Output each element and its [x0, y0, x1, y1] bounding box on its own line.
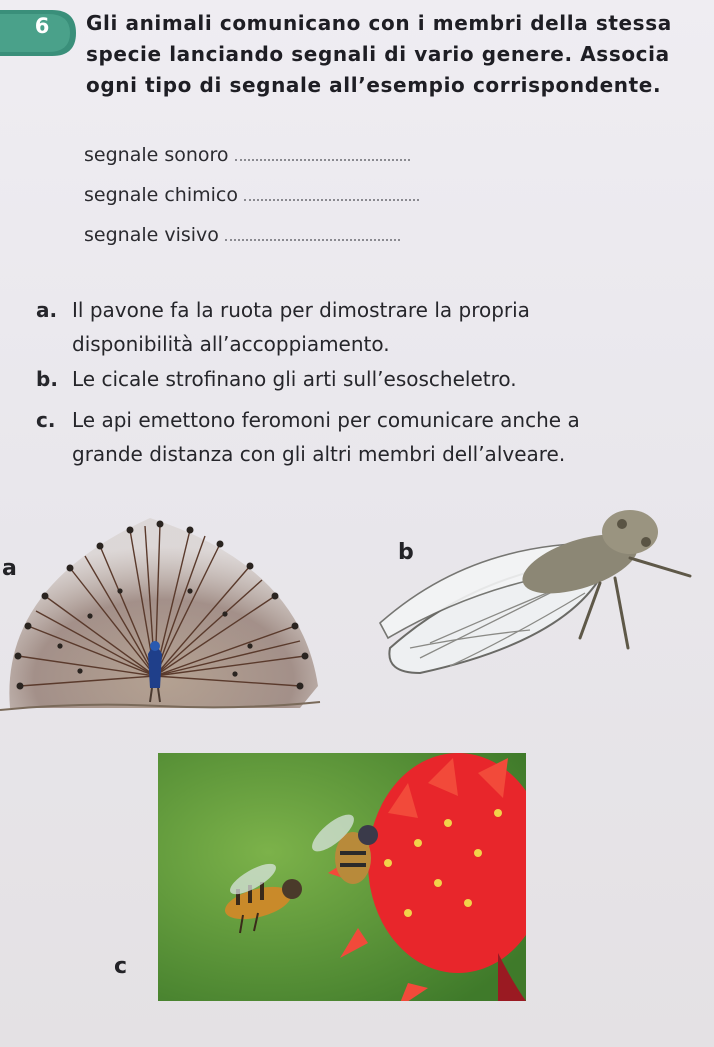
- answer-blank[interactable]: [244, 185, 419, 201]
- picture-label-a: a: [2, 556, 17, 581]
- item-letter: a.: [36, 298, 58, 322]
- peacock-illustration: [0, 496, 330, 720]
- picture-label-c: c: [114, 954, 128, 979]
- exercise-instructions: Gli animali comunicano con i membri della stessa specie lanciando segnali di vario genere. Associa ogni tipo di segnale all’esempio corrispondente.: [86, 11, 672, 97]
- signal-label: segnale chimico: [84, 184, 238, 206]
- picture-label-b: b: [398, 540, 414, 565]
- item-text-line1: Il pavone fa la ruota per dimostrare la propria: [72, 298, 530, 322]
- bees-flower-photo: [158, 753, 526, 1001]
- answer-blank[interactable]: [235, 145, 410, 161]
- cicada-illustration: [360, 498, 710, 688]
- exercise-number-badge: [0, 4, 80, 62]
- exercise-number: 6: [34, 14, 50, 38]
- example-item-c: [36, 403, 706, 471]
- signal-row-sound: [84, 144, 410, 166]
- example-item-b: [36, 362, 706, 396]
- signal-row-visual: [84, 224, 400, 246]
- example-item-a: [36, 293, 706, 361]
- answer-blank[interactable]: [225, 225, 400, 241]
- item-letter: c.: [36, 408, 56, 432]
- item-text-line2: grande distanza con gli altri membri dell’alveare.: [72, 442, 566, 466]
- photo-image: [158, 753, 526, 1001]
- signal-label: segnale sonoro: [84, 144, 229, 166]
- item-text-line2: disponibilità all’accoppiamento.: [72, 332, 390, 356]
- item-text-line1: Le api emettono feromoni per comunicare anche a: [72, 408, 580, 432]
- signal-row-chemical: [84, 184, 419, 206]
- item-letter: b.: [36, 367, 58, 391]
- signal-label: segnale visivo: [84, 224, 219, 246]
- item-text-line1: Le cicale strofinano gli arti sull’esoscheletro.: [72, 367, 517, 391]
